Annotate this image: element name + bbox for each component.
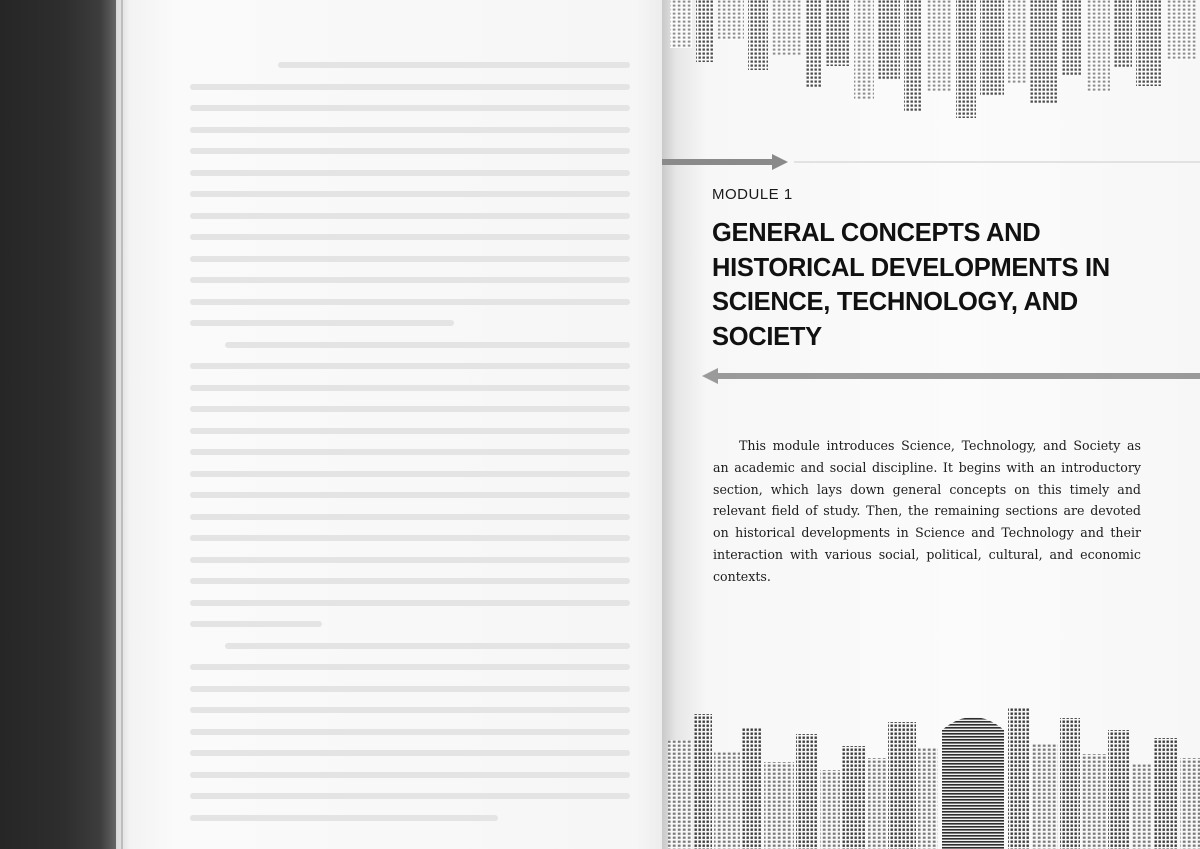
module-introduction-paragraph: This module introduces Science, Technology, and Society as an academic and social discipline. It begins with an introductory section, which lays down general concepts on this timely and relevant field of study. Then, the remaining sections are devoted on historical developments in Science and Technology and their interaction with various social, political, cultural, and economic contexts. (713, 438, 1141, 584)
module-title: GENERAL CONCEPTS AND HISTORICAL DEVELOPMENTS IN SCIENCE, TECHNOLOGY, AND SOCIETY (712, 219, 1110, 351)
city-skyline-bottom-illustration (662, 700, 1200, 849)
scanner-dark-edge (0, 0, 118, 849)
city-skyline-top-illustration (662, 0, 1200, 130)
module-number-label: MODULE 1 (712, 186, 793, 203)
decorative-arrow-bar-bottom (662, 364, 1200, 390)
left-page-bleed-through (190, 62, 630, 836)
decorative-arrow-bar-top (662, 150, 1200, 176)
left-page-edge (121, 0, 123, 849)
